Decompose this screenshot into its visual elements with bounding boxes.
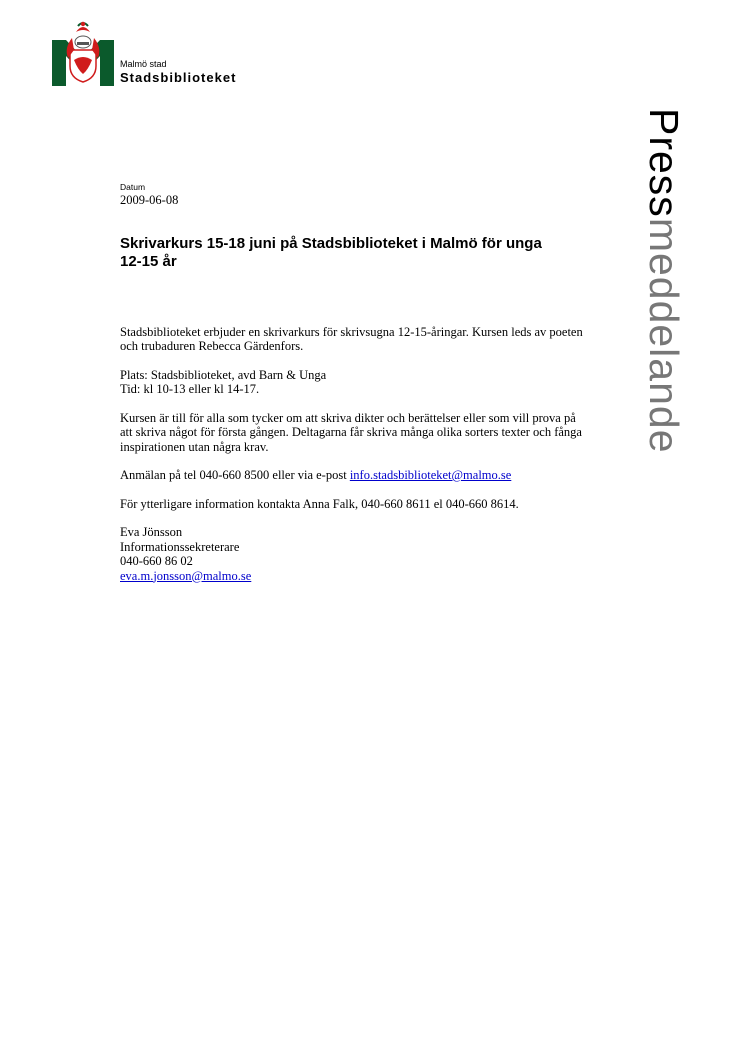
vertical-title-light: meddelande	[641, 217, 687, 454]
malmo-coat-of-arms-icon	[52, 20, 114, 86]
more-info-paragraph: För ytterligare information kontakta Anna Falk, 040-660 8611 el 040-660 8614.	[120, 496, 519, 511]
place-line: Plats: Stadsbiblioteket, avd Barn & Unga	[120, 367, 327, 382]
vertical-title-dark: Press	[641, 108, 687, 218]
description-paragraph: Kursen är till för alla som tycker om att skriva dikter och berättelser eller som vill prova på att skriva något för första gången. Deltagarna får skriva många olika sorters texter och fånga inspirationen utan några krav.	[120, 410, 582, 454]
contact-title: Informationssekreterare	[120, 539, 240, 554]
pressmeddelande-vertical-title	[642, 108, 686, 454]
signup-text: Anmälan på tel 040-660 8500 eller via e-post	[120, 468, 350, 482]
time-line: Tid: kl 10-13 eller kl 14-17.	[120, 382, 260, 396]
contact-phone: 040-660 86 02	[120, 554, 193, 568]
headline: Skrivarkurs 15-18 juni på Stadsbiblioteket i Malmö för unga 12-15 år	[120, 234, 542, 270]
date-value: 2009-06-08	[120, 193, 179, 207]
contact-name: Eva Jönsson	[120, 525, 183, 539]
org-small-label: Malmö stad	[120, 59, 167, 69]
document-body	[120, 182, 590, 583]
contact-email-link[interactable]: eva.m.jonsson@malmo.se	[120, 568, 252, 583]
date-label: Datum	[120, 182, 146, 192]
signup-paragraph	[120, 468, 590, 483]
signup-email-link[interactable]: info.stadsbiblioteket@malmo.se	[349, 468, 512, 482]
intro-paragraph: Stadsbiblioteket erbjuder en skrivarkurs för skrivsugna 12-15-åringar. Kursen leds av poeten och trubaduren Rebecca Gärdenfors.	[120, 324, 583, 353]
organization-block	[120, 59, 236, 86]
org-name: Stadsbiblioteket	[120, 70, 237, 85]
